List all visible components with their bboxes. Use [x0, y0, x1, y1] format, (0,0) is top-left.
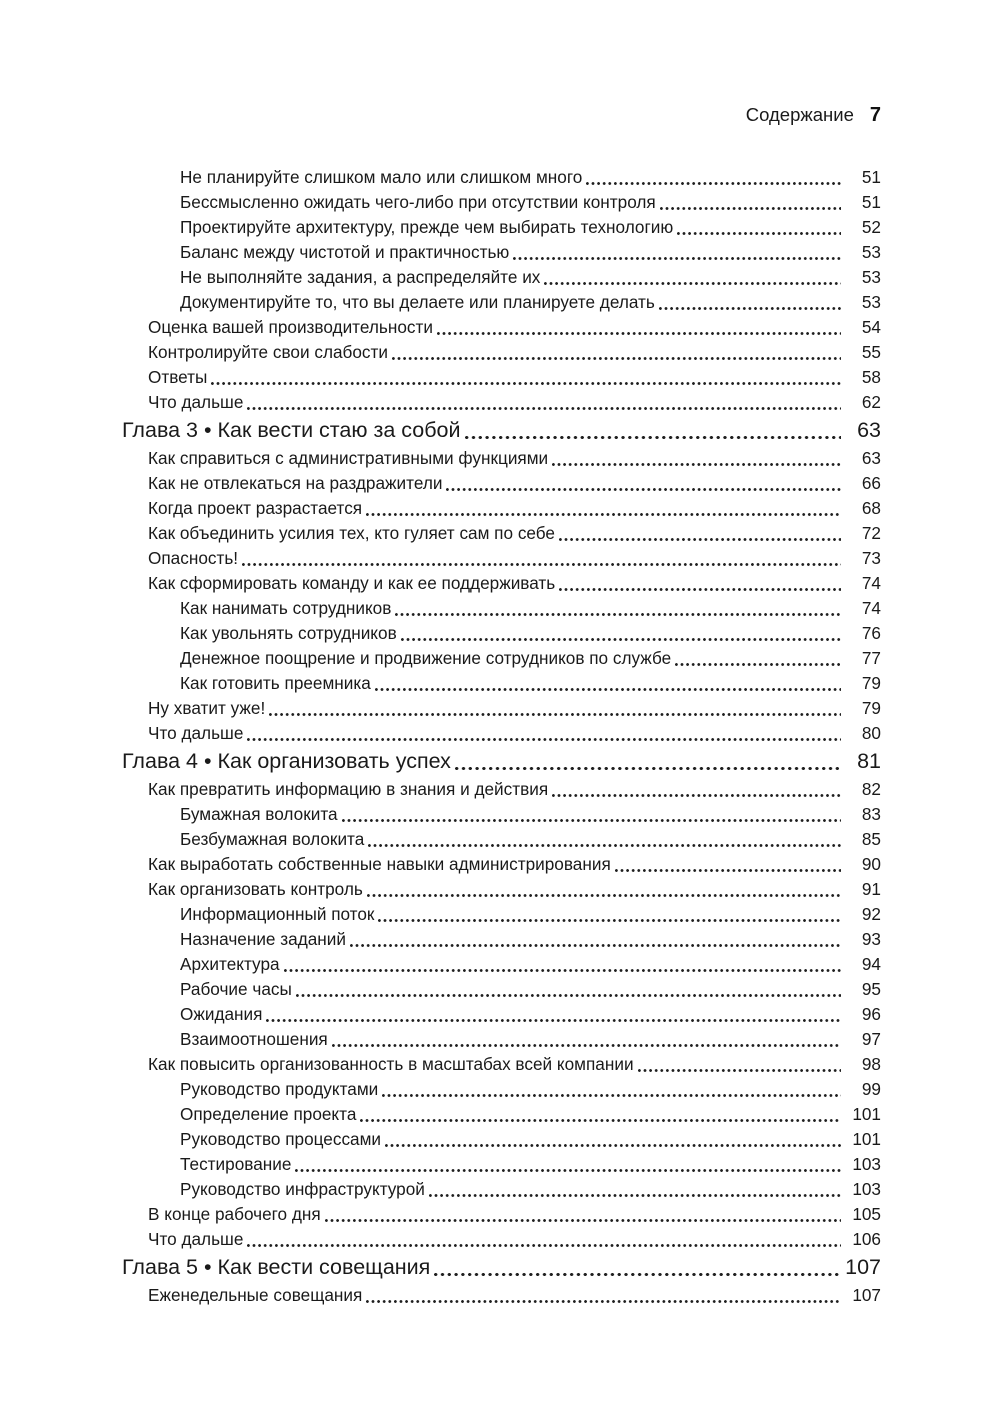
toc-entry [122, 471, 881, 496]
toc-dot-leader [284, 969, 841, 972]
toc-entry-title: Не выполняйте задания, а распределяйте их [180, 267, 541, 287]
toc-entry-page: 53 [861, 292, 881, 312]
toc-entry-title: Бессмысленно ожидать чего-либо при отсутствии контроля [180, 192, 656, 212]
toc-entry-page: 99 [861, 1079, 881, 1099]
toc-dot-leader [269, 713, 841, 716]
toc-entry-title: Определение проекта [180, 1104, 357, 1124]
toc-entry [122, 1002, 881, 1027]
toc-entry-page: 107 [852, 1285, 881, 1305]
toc-entry [122, 671, 881, 696]
toc-entry-title: Взаимоотношения [180, 1029, 328, 1049]
toc-entry-page: 51 [861, 192, 881, 212]
toc-entry [122, 1052, 881, 1077]
toc-entry-page: 105 [852, 1204, 881, 1224]
toc-entry-page: 92 [861, 904, 881, 924]
toc-dot-leader [401, 638, 841, 641]
toc-entry [122, 852, 881, 877]
header-running-title: Содержание [745, 104, 854, 125]
toc-entry-page: 94 [861, 954, 881, 974]
toc-entry-page: 79 [861, 673, 881, 693]
toc-entry-title: Документируйте то, что вы делаете или планируете делать [180, 292, 655, 312]
toc-entry-title: Тестирование [180, 1154, 292, 1174]
toc-entry [122, 546, 881, 571]
toc-entry-page: 101 [852, 1104, 881, 1124]
toc-dot-leader [659, 307, 841, 310]
toc-entry-title: Руководство продуктами [180, 1079, 379, 1099]
toc-dot-leader [368, 844, 841, 847]
toc-dot-leader [367, 894, 841, 897]
toc-dot-leader [586, 182, 841, 185]
toc-dot-leader [434, 1273, 839, 1276]
toc-entry [122, 646, 881, 671]
toc-dot-leader [375, 688, 841, 691]
toc-entry [122, 496, 881, 521]
toc-entry-title: Что дальше [148, 392, 244, 412]
toc-entry-page: 106 [852, 1229, 881, 1249]
toc-entry-title: Как объединить усилия тех, кто гуляет сам по себе [148, 523, 555, 543]
toc-dot-leader [392, 357, 841, 360]
toc-entry-page: 107 [845, 1255, 881, 1279]
toc-entry [122, 1283, 881, 1308]
toc-dot-leader [455, 767, 841, 770]
toc-dot-leader [350, 944, 841, 947]
toc-entry-page: 53 [861, 267, 881, 287]
toc-entry-title: Глава 4 • Как организовать успех [122, 749, 451, 773]
toc-entry-page: 103 [852, 1154, 881, 1174]
toc-dot-leader [295, 1169, 841, 1172]
toc-dot-leader [366, 1300, 841, 1303]
toc-entry-page: 97 [861, 1029, 881, 1049]
toc-entry [122, 365, 881, 390]
page-header [122, 103, 881, 127]
toc-dot-leader [544, 282, 841, 285]
toc-entry-page: 66 [861, 473, 881, 493]
toc-entry-title: Контролируйте свои слабости [148, 342, 388, 362]
toc-dot-leader [266, 1019, 841, 1022]
toc-entry [122, 265, 881, 290]
toc-entry-page: 62 [861, 392, 881, 412]
toc-entry-page: 73 [861, 548, 881, 568]
toc-entry [122, 977, 881, 1002]
toc-entry-title: Глава 5 • Как вести совещания [122, 1255, 431, 1279]
toc-entry-title: Как организовать контроль [148, 879, 363, 899]
toc-entry [122, 290, 881, 315]
toc-entry-title: Руководство инфраструктурой [180, 1179, 425, 1199]
toc-entry-page: 52 [861, 217, 881, 237]
toc-entry-page: 76 [861, 623, 881, 643]
toc-entry [122, 952, 881, 977]
toc-entry-page: 98 [861, 1054, 881, 1074]
toc-chapter-entry [122, 1254, 881, 1281]
toc-dot-leader [360, 1119, 841, 1122]
toc-entry-title: Глава 3 • Как вести стаю за собой [122, 418, 461, 442]
toc-dot-leader [660, 207, 841, 210]
toc-entry [122, 777, 881, 802]
toc-entry-title: Как справиться с административными функциями [148, 448, 549, 468]
toc-dot-leader [638, 1069, 841, 1072]
toc-dot-leader [366, 513, 841, 516]
toc-dot-leader [242, 563, 841, 566]
toc-dot-leader [385, 1144, 841, 1147]
toc-entry-title: Проектируйте архитектуру, прежде чем выбирать технологию [180, 217, 674, 237]
toc-dot-leader [675, 663, 841, 666]
toc-entry-title: Еженедельные совещания [148, 1285, 363, 1305]
toc-chapter-entry [122, 748, 881, 775]
toc-entry [122, 446, 881, 471]
toc-entry-page: 63 [857, 418, 881, 442]
toc-entry-title: Когда проект разрастается [148, 498, 363, 518]
toc-dot-leader [342, 819, 841, 822]
toc-entry-page: 82 [861, 779, 881, 799]
toc-entry-page: 74 [861, 598, 881, 618]
toc-entry-title: Баланс между чистотой и практичностью [180, 242, 510, 262]
toc-entry [122, 1152, 881, 1177]
toc-dot-leader [677, 232, 841, 235]
toc-entry-title: Как превратить информацию в знания и действия [148, 779, 549, 799]
toc-entry [122, 215, 881, 240]
toc-entry-page: 83 [861, 804, 881, 824]
toc-entry-page: 85 [861, 829, 881, 849]
toc-entry-title: Опасность! [148, 548, 239, 568]
toc-entry-title: Назначение заданий [180, 929, 346, 949]
toc-chapter-entry [122, 417, 881, 444]
toc-dot-leader [429, 1194, 841, 1197]
toc-entry [122, 1177, 881, 1202]
toc-entry [122, 315, 881, 340]
toc-dot-leader [247, 738, 841, 741]
toc-entry-title: Денежное поощрение и продвижение сотрудников по службе [180, 648, 672, 668]
toc-dot-leader [552, 794, 841, 797]
toc-dot-leader [247, 407, 841, 410]
toc-entry-title: Как готовить преемника [180, 673, 371, 693]
toc-dot-leader [559, 588, 841, 591]
toc-entry-page: 55 [861, 342, 881, 362]
toc-dot-leader [325, 1219, 841, 1222]
toc-entry [122, 521, 881, 546]
toc-entry-title: Руководство процессами [180, 1129, 382, 1149]
toc-entry-page: 79 [861, 698, 881, 718]
toc-entry [122, 927, 881, 952]
toc-entry [122, 1127, 881, 1152]
toc-entry-title: Как нанимать сотрудников [180, 598, 392, 618]
toc-entry-page: 77 [861, 648, 881, 668]
toc-entry-title: Что дальше [148, 1229, 244, 1249]
toc-entry [122, 1102, 881, 1127]
toc-entry-page: 74 [861, 573, 881, 593]
toc-dot-leader [513, 257, 841, 260]
header-page-number: 7 [869, 104, 881, 126]
toc-entry-title: Оценка вашей производительности [148, 317, 433, 337]
toc-entry-title: В конце рабочего дня [148, 1204, 321, 1224]
toc-dot-leader [211, 382, 841, 385]
toc-entry-page: 80 [861, 723, 881, 743]
toc-dot-leader [552, 463, 841, 466]
toc-entry [122, 240, 881, 265]
toc-dot-leader [615, 869, 841, 872]
toc-entry-page: 54 [861, 317, 881, 337]
toc-entry-title: Как сформировать команду и как ее поддерживать [148, 573, 556, 593]
toc-entry-title: Как не отвлекаться на раздражители [148, 473, 443, 493]
toc-dot-leader [559, 538, 841, 541]
toc-entry [122, 802, 881, 827]
toc-entry-page: 103 [852, 1179, 881, 1199]
toc-entry [122, 390, 881, 415]
toc-entry-title: Безбумажная волокита [180, 829, 365, 849]
toc-entry [122, 571, 881, 596]
toc-entry-title: Архитектура [180, 954, 280, 974]
toc-dot-leader [437, 332, 841, 335]
table-of-contents [122, 165, 881, 1308]
toc-entry [122, 827, 881, 852]
toc-dot-leader [465, 436, 842, 439]
toc-entry [122, 902, 881, 927]
toc-entry-title: Как увольнять сотрудников [180, 623, 397, 643]
toc-entry [122, 721, 881, 746]
toc-entry-title: Не планируйте слишком мало или слишком много [180, 167, 583, 187]
toc-entry [122, 165, 881, 190]
toc-dot-leader [332, 1044, 841, 1047]
toc-entry-page: 90 [861, 854, 881, 874]
toc-dot-leader [446, 488, 841, 491]
toc-entry-title: Ответы [148, 367, 208, 387]
toc-entry-page: 63 [861, 448, 881, 468]
toc-entry [122, 190, 881, 215]
toc-dot-leader [296, 994, 841, 997]
toc-entry-page: 51 [861, 167, 881, 187]
toc-entry-page: 68 [861, 498, 881, 518]
toc-entry [122, 1227, 881, 1252]
toc-entry-title: Что дальше [148, 723, 244, 743]
toc-entry-title: Рабочие часы [180, 979, 292, 999]
toc-dot-leader [395, 613, 841, 616]
toc-entry-title: Как повысить организованность в масштабах всей компании [148, 1054, 634, 1074]
toc-entry-page: 53 [861, 242, 881, 262]
toc-entry-title: Как выработать собственные навыки администрирования [148, 854, 611, 874]
toc-entry-page: 91 [861, 879, 881, 899]
toc-dot-leader [382, 1094, 841, 1097]
toc-entry [122, 1202, 881, 1227]
toc-entry [122, 877, 881, 902]
toc-entry [122, 340, 881, 365]
toc-entry-title: Ну хватит уже! [148, 698, 266, 718]
toc-entry [122, 1027, 881, 1052]
toc-entry-title: Бумажная волокита [180, 804, 338, 824]
toc-entry-title: Ожидания [180, 1004, 263, 1024]
toc-dot-leader [247, 1244, 841, 1247]
toc-entry-page: 95 [861, 979, 881, 999]
toc-entry-title: Информационный поток [180, 904, 375, 924]
toc-entry-page: 72 [861, 523, 881, 543]
toc-entry-page: 81 [857, 749, 881, 773]
toc-entry-page: 93 [861, 929, 881, 949]
toc-entry [122, 621, 881, 646]
toc-entry [122, 596, 881, 621]
toc-entry [122, 696, 881, 721]
toc-entry-page: 101 [852, 1129, 881, 1149]
toc-entry [122, 1077, 881, 1102]
toc-entry-page: 58 [861, 367, 881, 387]
toc-dot-leader [378, 919, 841, 922]
toc-entry-page: 96 [861, 1004, 881, 1024]
